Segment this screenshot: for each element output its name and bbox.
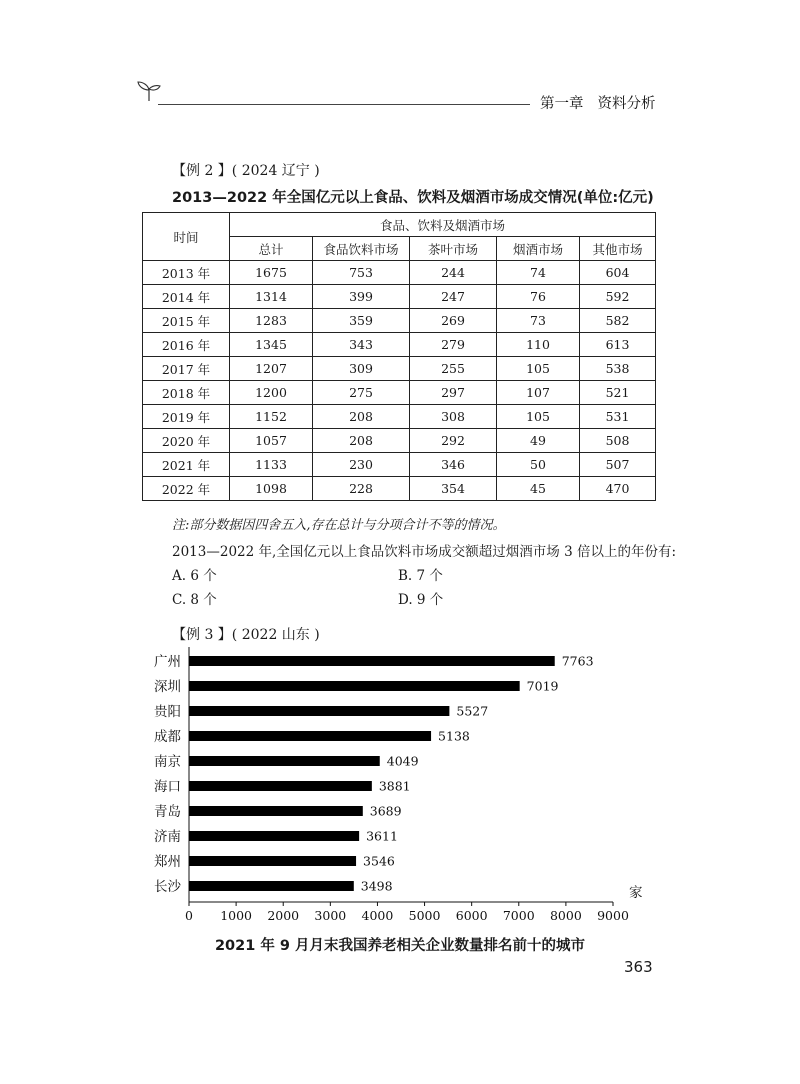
example2-label: 【例 2 】( 2024 辽宁 )	[172, 163, 320, 179]
option-c[interactable]: C. 8 个	[172, 592, 217, 608]
value-cell: 76	[497, 285, 580, 309]
bar	[189, 731, 431, 741]
bar-value-label: 7763	[561, 653, 594, 669]
bar-value-label: 3689	[369, 803, 402, 819]
category-label: 海口	[154, 779, 181, 795]
value-cell: 275	[313, 381, 410, 405]
year-cell: 2020 年	[143, 429, 230, 453]
x-tick-label: 2000	[267, 908, 300, 923]
value-cell: 1283	[230, 309, 313, 333]
year-cell: 2019 年	[143, 405, 230, 429]
value-cell: 1133	[230, 453, 313, 477]
bar	[189, 831, 359, 841]
value-cell: 297	[410, 381, 497, 405]
value-cell: 269	[410, 309, 497, 333]
value-cell: 308	[410, 405, 497, 429]
bar-value-label: 3881	[378, 778, 411, 794]
x-tick-label: 5000	[408, 908, 441, 923]
example3-label: 【例 3 】( 2022 山东 )	[172, 627, 320, 643]
year-cell: 2017 年	[143, 357, 230, 381]
value-cell: 73	[497, 309, 580, 333]
category-label: 贵阳	[154, 704, 181, 720]
value-cell: 244	[410, 261, 497, 285]
value-cell: 292	[410, 429, 497, 453]
value-cell: 208	[313, 429, 410, 453]
page-number: 363	[624, 958, 653, 976]
table-title: 2013—2022 年全国亿元以上食品、饮料及烟酒市场成交情况(单位:亿元)	[172, 190, 654, 206]
category-label: 广州	[154, 654, 181, 670]
value-cell: 1057	[230, 429, 313, 453]
year-cell: 2021 年	[143, 453, 230, 477]
col-header: 食品饮料市场	[313, 237, 410, 261]
col-header: 烟酒市场	[497, 237, 580, 261]
bar	[189, 681, 520, 691]
value-cell: 582	[580, 309, 656, 333]
value-cell: 359	[313, 309, 410, 333]
category-label: 南京	[154, 754, 181, 770]
bar	[189, 881, 354, 891]
x-axis-unit: 家	[629, 885, 643, 901]
option-a[interactable]: A. 6 个	[172, 568, 217, 584]
bar-value-label: 3546	[363, 853, 395, 869]
bar	[189, 781, 372, 791]
category-label: 长沙	[154, 879, 181, 895]
year-cell: 2013 年	[143, 261, 230, 285]
x-tick-label: 4000	[361, 908, 394, 923]
group-header: 食品、饮料及烟酒市场	[230, 213, 656, 237]
value-cell: 604	[580, 261, 656, 285]
value-cell: 49	[497, 429, 580, 453]
value-cell: 521	[580, 381, 656, 405]
value-cell: 1152	[230, 405, 313, 429]
value-cell: 74	[497, 261, 580, 285]
value-cell: 50	[497, 453, 580, 477]
bar-value-label: 5527	[456, 703, 489, 719]
x-tick-label: 1000	[220, 908, 253, 923]
category-label: 济南	[154, 829, 181, 845]
category-label: 成都	[154, 729, 181, 745]
value-cell: 507	[580, 453, 656, 477]
year-cell: 2015 年	[143, 309, 230, 333]
col-header: 总计	[230, 237, 313, 261]
value-cell: 613	[580, 333, 656, 357]
value-cell: 470	[580, 477, 656, 501]
x-tick-label: 7000	[502, 908, 535, 923]
value-cell: 110	[497, 333, 580, 357]
col-header: 其他市场	[580, 237, 656, 261]
value-cell: 346	[410, 453, 497, 477]
value-cell: 538	[580, 357, 656, 381]
x-tick-label: 9000	[597, 908, 629, 923]
value-cell: 247	[410, 285, 497, 309]
value-cell: 105	[497, 405, 580, 429]
table-note: 注:部分数据因四舍五入,存在总计与分项合计不等的情况。	[172, 518, 506, 533]
bar-value-label: 4049	[386, 753, 419, 769]
value-cell: 531	[580, 405, 656, 429]
bar	[189, 856, 356, 866]
value-cell: 1675	[230, 261, 313, 285]
value-cell: 208	[313, 405, 410, 429]
bar-value-label: 7019	[526, 678, 559, 694]
value-cell: 753	[313, 261, 410, 285]
year-cell: 2022 年	[143, 477, 230, 501]
value-cell: 1207	[230, 357, 313, 381]
year-cell: 2014 年	[143, 285, 230, 309]
x-tick-label: 3000	[314, 908, 347, 923]
value-cell: 1314	[230, 285, 313, 309]
bar-value-label: 5138	[438, 728, 470, 744]
value-cell: 508	[580, 429, 656, 453]
value-cell: 230	[313, 453, 410, 477]
chapter-number: 第一章	[540, 96, 584, 112]
value-cell: 1200	[230, 381, 313, 405]
value-cell: 399	[313, 285, 410, 309]
value-cell: 279	[410, 333, 497, 357]
bar	[189, 806, 363, 816]
value-cell: 343	[313, 333, 410, 357]
value-cell: 354	[410, 477, 497, 501]
bar	[189, 656, 555, 666]
value-cell: 309	[313, 357, 410, 381]
x-tick-label: 8000	[549, 908, 582, 923]
value-cell: 255	[410, 357, 497, 381]
chart-title: 2021 年 9 月月末我国养老相关企业数量排名前十的城市	[214, 938, 586, 954]
bar-value-label: 3498	[360, 878, 393, 894]
category-label: 郑州	[154, 854, 181, 870]
value-cell: 228	[313, 477, 410, 501]
bar-value-label: 3611	[366, 828, 398, 844]
bar	[189, 706, 449, 716]
value-cell: 105	[497, 357, 580, 381]
option-b[interactable]: B. 7 个	[398, 568, 443, 584]
category-label: 青岛	[154, 804, 181, 820]
value-cell: 107	[497, 381, 580, 405]
x-tick-label: 0	[185, 908, 193, 923]
year-cell: 2016 年	[143, 333, 230, 357]
value-cell: 592	[580, 285, 656, 309]
col-header: 茶叶市场	[410, 237, 497, 261]
value-cell: 45	[497, 477, 580, 501]
x-tick-label: 6000	[455, 908, 488, 923]
question-text: 2013—2022 年,全国亿元以上食品饮料市场成交额超过烟酒市场 3 倍以上的年份有:	[172, 544, 677, 560]
bar	[189, 756, 380, 766]
value-cell: 1345	[230, 333, 313, 357]
option-d[interactable]: D. 9 个	[398, 592, 444, 608]
category-label: 深圳	[154, 679, 181, 695]
year-cell: 2018 年	[143, 381, 230, 405]
value-cell: 1098	[230, 477, 313, 501]
time-header: 时间	[143, 213, 230, 261]
chapter-section: 资料分析	[597, 96, 656, 112]
